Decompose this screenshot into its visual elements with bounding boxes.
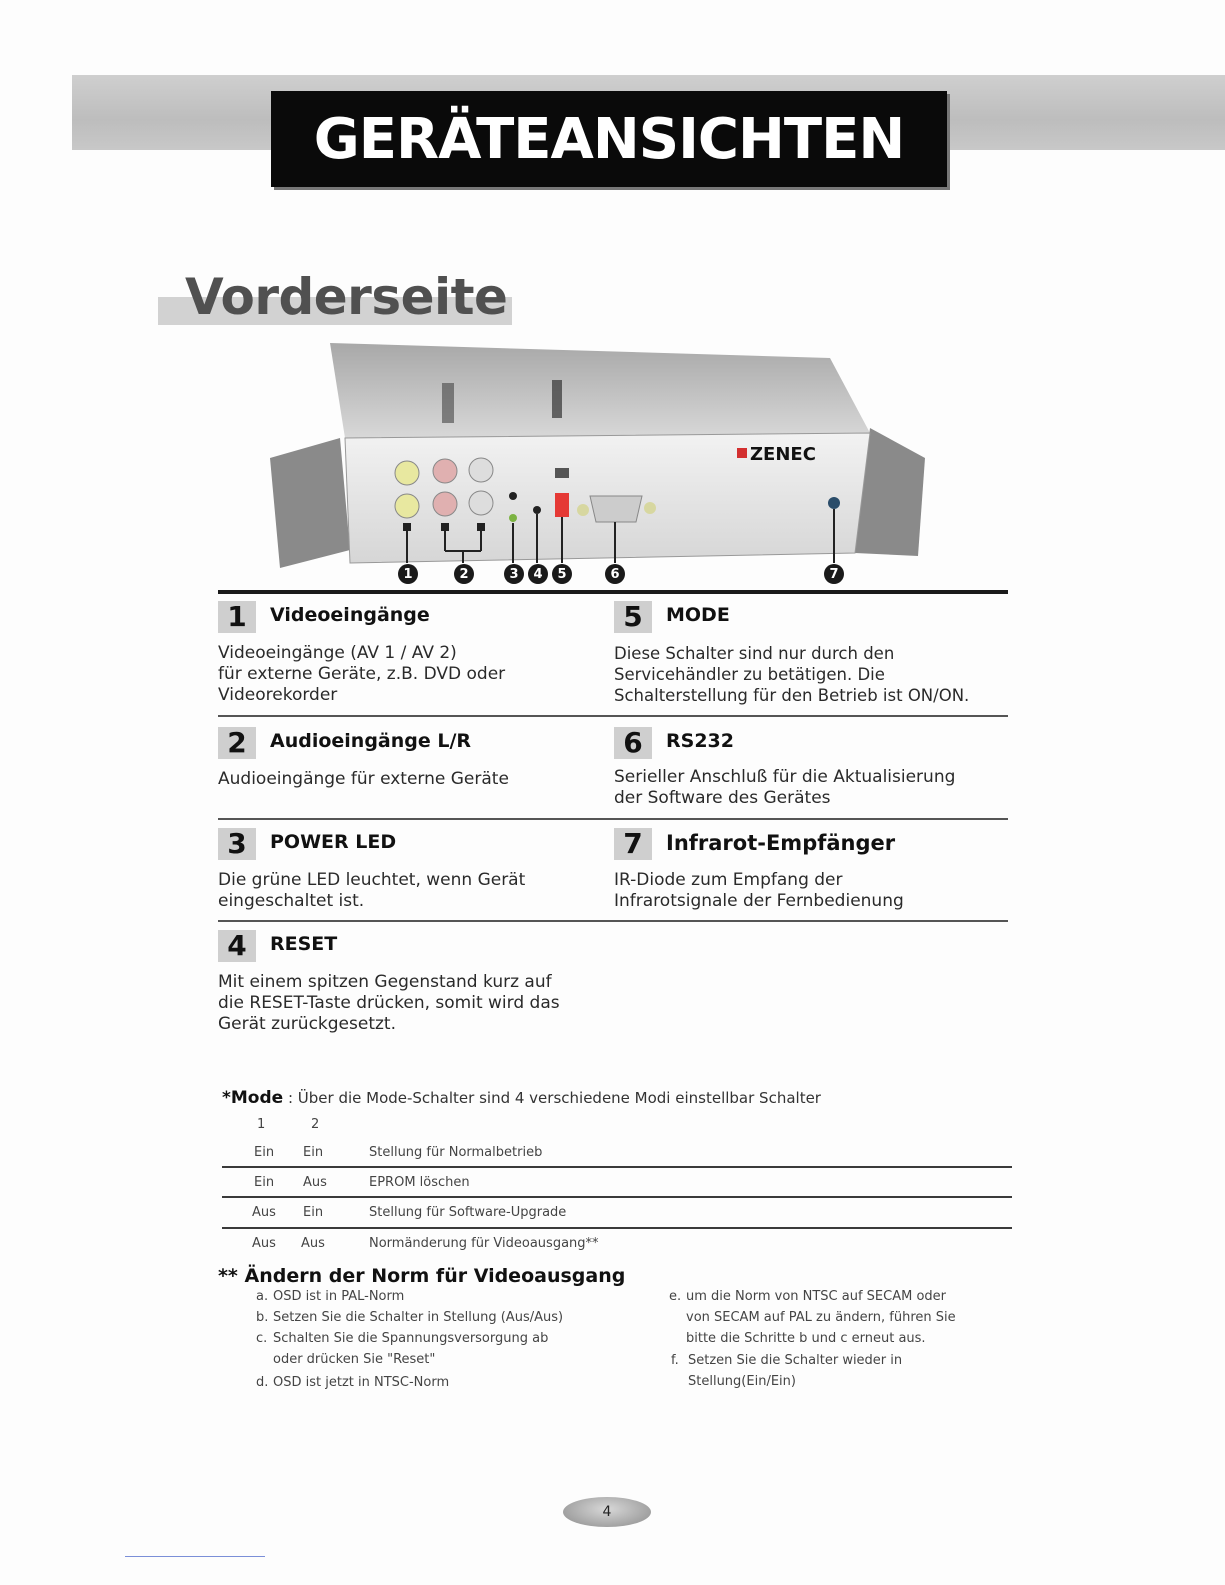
- mode-table-row: [222, 1141, 1012, 1165]
- mode-table-divider: [222, 1227, 1012, 1229]
- mode-label: *Mode: [222, 1088, 284, 1108]
- mode-switch-2: Aus: [303, 1175, 327, 1190]
- mode-description: Normänderung für Videoausgang**: [369, 1236, 599, 1251]
- norm-step: [669, 1286, 1019, 1349]
- feature-title: MODE: [666, 604, 730, 626]
- mode-switch-1: Ein: [254, 1145, 275, 1160]
- step-text: OSD ist in PAL-Norm: [273, 1289, 405, 1304]
- step-text: Schalten Sie die Spannungsversorgung ab oder drücken Sie "Reset": [273, 1331, 549, 1367]
- feature-description: IR-Diode zum Empfang der Infrarotsignale der Fernbedienung: [614, 870, 904, 911]
- mode-table-divider: [222, 1196, 1012, 1198]
- mode-switch-1: Aus: [252, 1236, 276, 1251]
- callout-6: 6: [605, 564, 625, 584]
- step-text: Setzen Sie die Schalter wieder in Stellung(Ein/Ein): [688, 1353, 903, 1389]
- step-key: b.: [256, 1310, 269, 1325]
- feature-number: 4: [218, 930, 256, 962]
- mode-switch-2: Aus: [301, 1236, 325, 1251]
- mode-switch-2: Ein: [303, 1145, 324, 1160]
- mode-col-1-header: 1: [257, 1117, 266, 1132]
- step-key: f.: [671, 1353, 679, 1368]
- mode-intro-text: : Über die Mode-Schalter sind 4 verschiedene Modi einstellbar Schalter: [283, 1089, 821, 1107]
- feature-number: 7: [614, 828, 652, 860]
- callout-5: 5: [552, 564, 572, 584]
- feature-number: 5: [614, 601, 652, 633]
- mode-switch-2: Ein: [303, 1205, 324, 1220]
- brand-label: ZENEC: [750, 444, 816, 465]
- mode-switch-1: Aus: [252, 1205, 276, 1220]
- callout-1: 1: [398, 564, 418, 584]
- device-drawing: [270, 338, 925, 600]
- norm-step: [256, 1372, 656, 1393]
- step-key: d.: [256, 1375, 269, 1390]
- mode-description: Stellung für Normalbetrieb: [369, 1145, 543, 1160]
- mode-table-divider: [222, 1166, 1012, 1168]
- feature-number: 6: [614, 727, 652, 759]
- device-front-image: [270, 338, 925, 600]
- feature-description: Audioeingänge für externe Geräte: [218, 769, 509, 789]
- callout-4: 4: [528, 564, 548, 584]
- feature-title: Videoeingänge: [270, 604, 430, 626]
- mode-description: Stellung für Software-Upgrade: [369, 1205, 567, 1220]
- feature-description: Videoeingänge (AV 1 / AV 2) für externe Geräte, z.B. DVD oder Videorekorder: [218, 643, 506, 705]
- page-number-badge: [563, 1497, 651, 1527]
- feature-description: Diese Schalter sind nur durch den Servicehändler zu betätigen. Die Schalterstellung für den Betrieb ist ON/ON.: [614, 644, 970, 705]
- feature-number: 3: [218, 828, 256, 860]
- callout-3: 3: [504, 564, 524, 584]
- norm-step: [256, 1307, 656, 1328]
- norm-step: [256, 1328, 656, 1370]
- page-title: GERÄTEANSICHTEN: [313, 106, 905, 172]
- step-text: Setzen Sie die Schalter in Stellung (Aus/Aus): [273, 1310, 564, 1325]
- step-text: um die Norm von NTSC auf SECAM oder von SECAM auf PAL zu ändern, führen Sie bitte die Schritte b und c erneut aus.: [686, 1289, 956, 1346]
- mode-description: EPROM löschen: [369, 1175, 470, 1190]
- step-key: e.: [669, 1289, 682, 1304]
- step-text: OSD ist jetzt in NTSC-Norm: [273, 1375, 450, 1390]
- feature-description: Mit einem spitzen Gegenstand kurz auf die RESET-Taste drücken, somit wird das Gerät zurückgesetzt.: [218, 972, 560, 1034]
- feature-description: Serieller Anschluß für die Aktualisierung der Software des Gerätes: [614, 767, 956, 808]
- feature-title: Audioeingänge L/R: [270, 730, 472, 752]
- bottom-underline: [125, 1556, 265, 1557]
- feature-divider: [218, 818, 1008, 820]
- feature-divider: [218, 715, 1008, 717]
- feature-divider: [218, 920, 1008, 922]
- callout-2: 2: [454, 564, 474, 584]
- mode-table-row: [222, 1171, 1012, 1195]
- mode-switch-1: Ein: [254, 1175, 275, 1190]
- mode-intro: [222, 1088, 821, 1108]
- feature-title: RS232: [666, 730, 734, 752]
- norm-step: [256, 1286, 656, 1307]
- callout-7: 7: [824, 564, 844, 584]
- mode-table-row: [222, 1201, 1012, 1225]
- feature-description: Die grüne LED leuchtet, wenn Gerät eingeschaltet ist.: [218, 870, 526, 911]
- feature-title: POWER LED: [270, 831, 397, 853]
- section-title: Vorderseite: [185, 268, 508, 326]
- mode-col-2-header: 2: [311, 1117, 320, 1132]
- page-number: 4: [602, 1504, 612, 1520]
- step-key: c.: [256, 1331, 268, 1346]
- norm-change-title: ** Ändern der Norm für Videoausgang: [218, 1265, 626, 1287]
- feature-number: 2: [218, 727, 256, 759]
- mode-table-row: [222, 1232, 1012, 1256]
- device-separator: [218, 590, 1008, 594]
- header-title-box: [271, 91, 947, 187]
- norm-step: [671, 1350, 1021, 1392]
- feature-title: Infrarot-Empfänger: [666, 831, 896, 855]
- step-key: a.: [256, 1289, 269, 1304]
- feature-title: RESET: [270, 933, 338, 955]
- feature-number: 1: [218, 601, 256, 633]
